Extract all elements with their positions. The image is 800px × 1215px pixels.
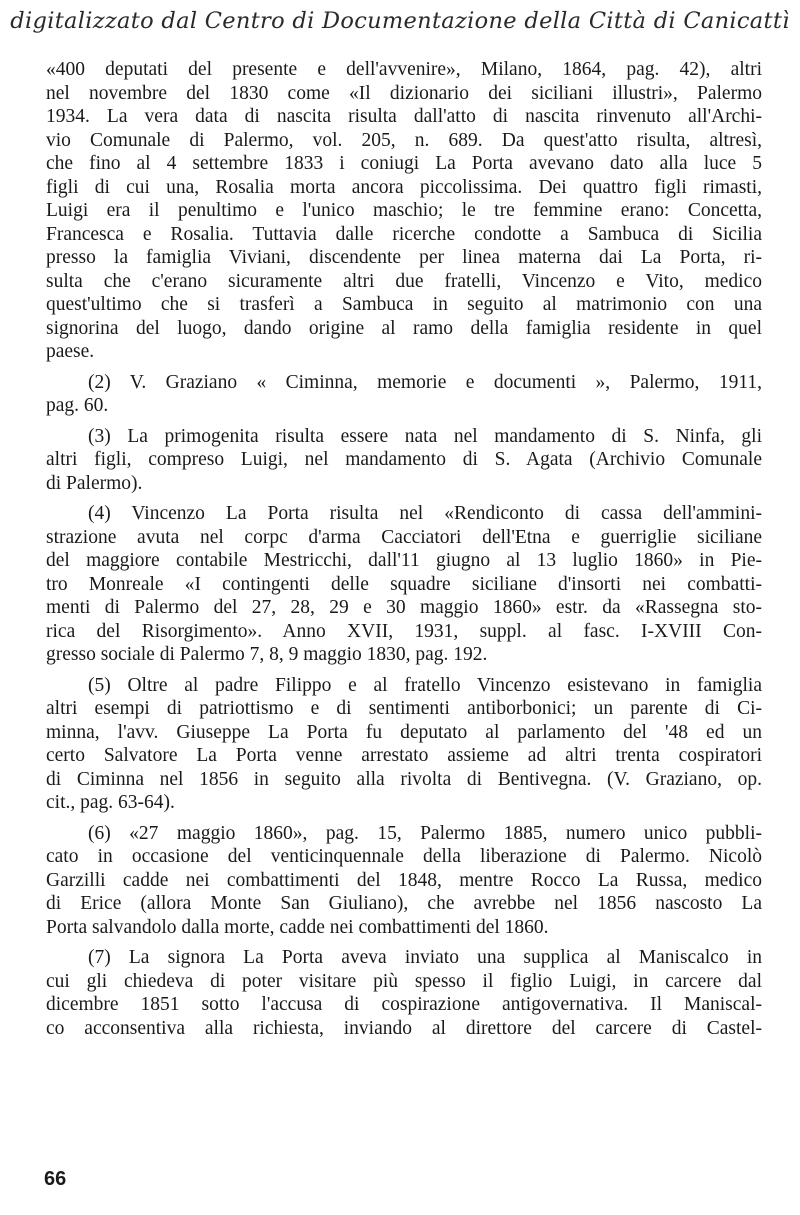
text-line: (5) Oltre al padre Filippo e al fratello Vincenzo esistevano in famiglia xyxy=(88,674,762,696)
text-line: certo Salvatore La Porta venne arrestato assieme ad altri trenta cospiratori xyxy=(46,745,762,766)
text-line: di Erice (allora Monte San Giuliano), che avrebbe nel 1856 nascosto La xyxy=(46,893,762,914)
page-number: 66 xyxy=(44,1168,67,1190)
text-line: presso la famiglia Viviani, discendente per linea materna dai La Porta, ri- xyxy=(46,247,762,268)
text-line: quest'ultimo che si trasferì a Sambuca in seguito al matrimonio con una xyxy=(46,294,762,315)
text-line: Porta salvandolo dalla morte, cadde nei combattimenti del 1860. xyxy=(46,916,549,938)
text-line: gresso sociale di Palermo 7, 8, 9 maggio 1830, pag. 192. xyxy=(46,644,488,665)
text-line: strazione avuta nel corpc d'arma Cacciatori dell'Etna e guerriglie siciliane xyxy=(46,526,762,548)
text-line: co acconsentiva alla richiesta, inviando al direttore del carcere di Castel- xyxy=(46,1017,762,1039)
footnote-6 xyxy=(46,822,762,940)
text-line: paese. xyxy=(46,341,95,362)
text-line: menti di Palermo del 27, 28, 29 e 30 maggio 1860» estr. da «Rassegna sto- xyxy=(46,597,762,618)
text-line: (6) «27 maggio 1860», pag. 15, Palermo 1885, numero unico pubbli- xyxy=(88,822,762,844)
footnote-2 xyxy=(46,371,762,418)
footnotes-body xyxy=(46,58,762,1047)
text-line: (4) Vincenzo La Porta risulta nel «Rendiconto di cassa dell'ammini- xyxy=(88,503,762,524)
watermark-header: digitalizzato dal Centro di Documentazione della Città di Canicattì xyxy=(10,8,790,34)
text-line: di Palermo). xyxy=(46,472,143,494)
text-line: signorina del luogo, dando origine al ramo della famiglia residente in quel xyxy=(46,317,762,339)
text-line: altri esempi di patriottismo e di sentimenti antiborbonici; un parente di Ci- xyxy=(46,698,762,719)
text-line: (7) La signora La Porta aveva inviato una supplica al Maniscalco in xyxy=(88,947,762,968)
text-line: Francesca e Rosalia. Tuttavia dalle ricerche condotte a Sambuca di Sicilia xyxy=(46,223,762,245)
text-line: di Ciminna nel 1856 in seguito alla rivolta di Bentivegna. (V. Graziano, op. xyxy=(46,768,762,790)
text-line: (3) La primogenita risulta essere nata nel mandamento di S. Ninfa, gli xyxy=(88,425,762,447)
text-line: «400 deputati del presente e dell'avvenire», Milano, 1864, pag. 42), altri xyxy=(46,59,762,80)
footnote-7 xyxy=(46,946,762,1040)
text-line: minna, l'avv. Giuseppe La Porta fu deputato al parlamento del '48 ed un xyxy=(46,721,762,743)
text-line: (2) V. Graziano « Ciminna, memorie e documenti », Palermo, 1911, xyxy=(88,371,762,393)
footnote-5 xyxy=(46,674,762,815)
text-line: pag. 60. xyxy=(46,395,109,416)
text-line: del maggiore contabile Mestricchi, dall'11 giugno al 13 luglio 1860» in Pie- xyxy=(46,550,762,571)
footnote-3 xyxy=(46,425,762,496)
text-line: nel novembre del 1830 come «Il dizionario dei siciliani illustri», Palermo xyxy=(46,82,762,104)
text-line: figli di cui una, Rosalia morta ancora piccolissima. Dei quattro figli rimasti, xyxy=(46,176,762,198)
text-line: che fino al 4 settembre 1833 i coniugi La Porta avevano dato alla luce 5 xyxy=(46,153,762,174)
footnote-continuation xyxy=(46,58,762,364)
text-line: cato in occasione del venticinquennale della liberazione di Palermo. Nicolò xyxy=(46,846,762,867)
text-line: Garzilli cadde nei combattimenti del 1848, mentre Rocco La Russa, medico xyxy=(46,869,762,891)
text-line: Luigi era il penultimo e l'unico maschio; le tre femmine erano: Concetta, xyxy=(46,200,762,221)
text-line: vio Comunale di Palermo, vol. 205, n. 689. Da quest'atto risulta, altresì, xyxy=(46,129,762,151)
text-line: rica del Risorgimento». Anno XVII, 1931, suppl. al fasc. I-XVIII Con- xyxy=(46,620,762,642)
text-line: sulta che c'erano sicuramente altri due fratelli, Vincenzo e Vito, medico xyxy=(46,270,762,292)
footnote-4 xyxy=(46,502,762,667)
text-line: cui gli chiedeva di poter visitare più spesso il figlio Luigi, in carcere dal xyxy=(46,970,762,992)
text-line: altri figli, compreso Luigi, nel mandamento di S. Agata (Archivio Comunale xyxy=(46,449,762,470)
text-line: 1934. La vera data di nascita risulta dall'atto di nascita rinvenuto all'Archi- xyxy=(46,106,762,127)
text-line: cit., pag. 63-64). xyxy=(46,792,175,813)
text-line: tro Monreale «I contingenti delle squadre siciliane d'insorti nei combatti- xyxy=(46,573,762,595)
text-line: dicembre 1851 sotto l'accusa di cospirazione antigovernativa. Il Maniscal- xyxy=(46,994,762,1015)
